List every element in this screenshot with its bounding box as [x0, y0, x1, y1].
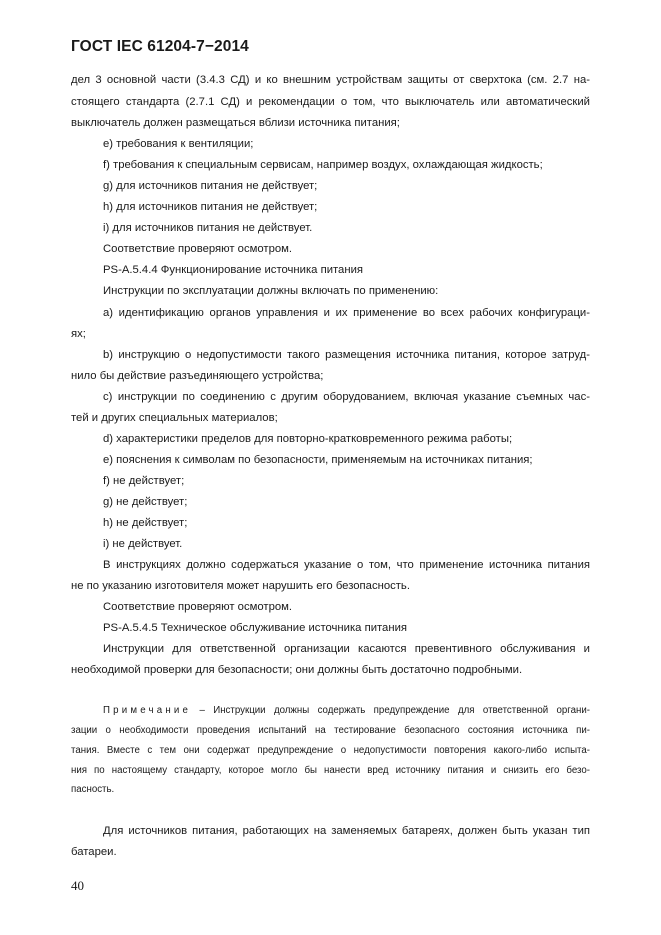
page-number: 40 — [71, 878, 84, 893]
paragraph-line: Инструкции для ответственной организации касаются превентивного обслуживания и — [103, 643, 590, 655]
paragraph-line: В инструкциях должно содержаться указание о том, что применение источника питания — [103, 559, 590, 571]
list-item: d) характеристики пределов для повторно-кратковременного режима работы; — [103, 433, 513, 445]
list-item: c) инструкции по соединению с другим оборудованием, включая указание съемных час- — [103, 391, 590, 403]
note-line — [103, 705, 590, 717]
list-item-continuation: ях; — [71, 328, 86, 340]
compliance-statement: Соответствие проверяют осмотром. — [103, 243, 293, 255]
document-header: ГОСТ IEC 61204-7−2014 — [71, 38, 249, 55]
list-item: е) пояснения к символам по безопасности, применяемым на источниках питания; — [103, 454, 533, 466]
paragraph-line: выключатель должен размещаться вблизи источника питания; — [71, 117, 400, 129]
paragraph-line: батареи. — [71, 846, 117, 858]
list-item-continuation: тей и других специальных материалов; — [71, 412, 278, 424]
compliance-statement: Соответствие проверяют осмотром. — [103, 601, 293, 613]
paragraph-line: необходимой проверки для безопасности; они должны быть достаточно подробными. — [71, 664, 523, 676]
list-item: g) для источников питания не действует; — [103, 180, 318, 192]
paragraph-line: Для источников питания, работающих на заменяемых батареях, должен быть указан тип — [103, 825, 590, 837]
list-item: а) идентификацию органов управления и их применение во всех рабочих конфигураци- — [103, 307, 590, 319]
section-heading: PS-A.5.4.4 Функционирование источника питания — [103, 264, 364, 276]
note-label: Примечание — [103, 705, 192, 716]
list-item: g) не действует; — [103, 496, 188, 508]
list-item: f) не действует; — [103, 475, 185, 487]
note-line: пасность. — [71, 784, 115, 795]
note-line: ния по настоящему стандарту, которое могло бы нанести вред источнику питания и снизить его безо- — [71, 765, 590, 776]
paragraph-line: стоящего стандарта (2.7.1 СД) и рекомендации о том, что выключатель или автоматический — [71, 96, 590, 108]
list-item: i) не действует. — [103, 538, 183, 550]
paragraph-line: Инструкции по эксплуатации должны включать по применению: — [103, 285, 439, 297]
list-item: h) для источников питания не действует; — [103, 201, 318, 213]
list-item: f) требования к специальным сервисам, например воздух, охлаждающая жидкость; — [103, 159, 543, 171]
note-line: зации о необходимости проведения испытаний на тестирование безопасного состояния источника пи- — [71, 725, 590, 736]
note-text: – Инструкции должны содержать предупреждение для ответственной органи- — [191, 705, 590, 716]
note-line: тания. Вместе с тем они содержат предупреждение о недопустимости повторения какого-либо испыта- — [71, 745, 590, 756]
list-item: i) для источников питания не действует. — [103, 222, 313, 234]
list-item: h) не действует; — [103, 517, 188, 529]
paragraph-line: не по указанию изготовителя может нарушить его безопасность. — [71, 580, 410, 592]
list-item: b) инструкцию о недопустимости такого размещения источника питания, которое затруд- — [103, 349, 590, 361]
list-item-continuation: нило бы действие разъединяющего устройства; — [71, 370, 324, 382]
paragraph-line: дел 3 основной части (3.4.3 СД) и ко внешним устройствам защиты от сверхтока (см. 2.7 на- — [71, 74, 590, 86]
list-item: е) требования к вентиляции; — [103, 138, 254, 150]
section-heading: PS-A.5.4.5 Техническое обслуживание источника питания — [103, 622, 408, 634]
